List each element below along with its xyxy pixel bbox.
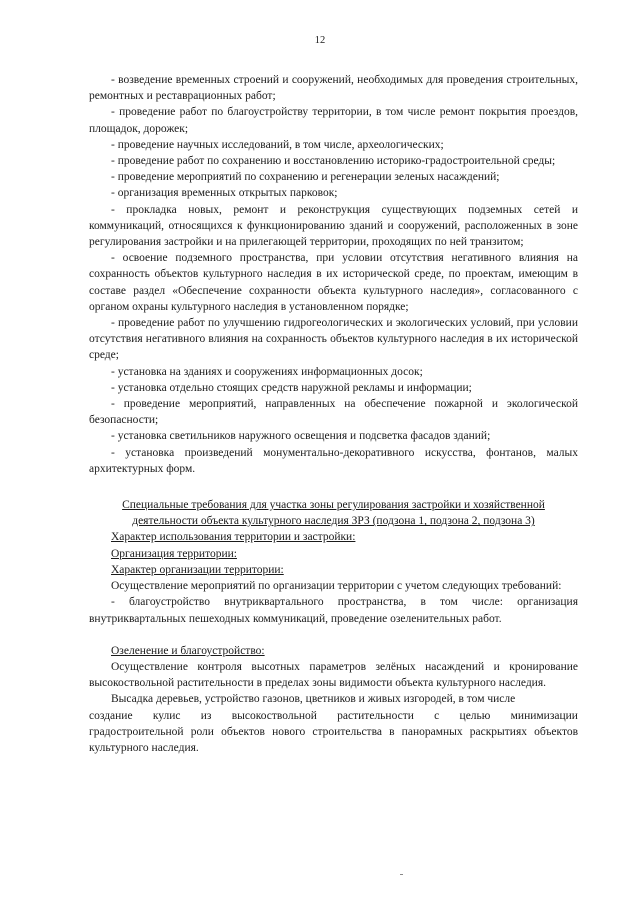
scan-speck: [400, 874, 403, 875]
word: минимизации: [510, 709, 578, 722]
list-item: - возведение временных строений и сооружений, необходимых для проведения строительных, ремонтных и реставрационных работ;: [89, 74, 578, 103]
subheading-land-use: Характер использования территории и застройки:: [111, 531, 356, 544]
list-item: - проведение научных исследований, в том числе, археологических;: [111, 138, 444, 151]
subheading-greening: Озеленение и благоустройство:: [111, 644, 265, 657]
word: создание: [89, 709, 133, 722]
paragraph: Высадка деревьев, устройство газонов, цветников и живых изгородей, в том числе: [111, 693, 516, 706]
document-body: [89, 72, 578, 756]
list-item: - проведение работ по улучшению гидрогеологических и экологических условий, при условии отсутствия негативного влияния на сохранность объектов культурного наследия в их исторической среде;: [89, 317, 578, 362]
list-item: - установка отдельно стоящих средств наружной рекламы и информации;: [111, 381, 472, 394]
word: кулис: [152, 709, 181, 722]
word: высокоствольной: [231, 709, 317, 722]
word: целью: [459, 709, 491, 722]
list-item: - установка произведений монументально-декоративного искусства, фонтанов, малых архитектурных форм.: [89, 446, 578, 475]
paragraph: - благоустройство внутриквартального пространства, в том числе: организация внутриквартальных пешеходных коммуникаций, проведение озеленительных работ.: [89, 596, 578, 625]
list-item: - проведение мероприятий по сохранению и регенерации зеленых насаждений;: [111, 171, 500, 184]
list-item: - установка светильников наружного освещения и подсветка фасадов зданий;: [111, 430, 491, 443]
subheading-organization-character: Характер организации территории:: [111, 563, 284, 576]
list-item: - прокладка новых, ремонт и реконструкция существующих подземных сетей и коммуникаций, относящихся к функционированию зданий и сооружений, расположенных в зоне регулирования застройки и на прилегающей территории, проходящих по ней транзитом;: [89, 203, 578, 249]
paragraph: Осуществление контроля высотных параметров зелёных насаждений и кронирование высокоствольной растительности в пределах зоны видимости объекта культурного наследия.: [89, 660, 578, 690]
section-heading: Специальные требования для участка зоны регулирования застройки и хозяйственной деятельности объекта культурного наследия ЗРЗ (подзона 1, подзона 2, подзона 3): [122, 499, 545, 528]
list-item: - организация временных открытых парковок;: [111, 187, 338, 200]
list-item: - проведение мероприятий, направленных на обеспечение пожарной и экологической безопасности;: [89, 398, 578, 427]
justified-line: [89, 708, 578, 724]
list-item: - проведение работ по сохранению и восстановлению историко-градостроительной среды;: [111, 155, 556, 168]
list-item: - установка на зданиях и сооружениях информационных досок;: [111, 365, 423, 378]
list-item: - проведение работ по благоустройству территории, в том числе ремонт покрытия проездов, площадок, дорожек;: [89, 106, 578, 135]
word: растительности: [337, 709, 414, 722]
paragraph: Осуществление мероприятий по организации территории с учетом следующих требований:: [111, 580, 562, 593]
paragraph: градостроительной роли объектов нового строительства в панорамных раскрытиях объектов культурного наследия.: [89, 725, 578, 754]
page-number: 12: [314, 35, 326, 46]
word: из: [200, 709, 212, 722]
word: с: [434, 709, 440, 722]
list-item: - освоение подземного пространства, при условии отсутствия негативного влияния на сохранность объектов культурного наследия в их исторической среде, по проектам, имеющим в составе раздел «Обеспечение сохранности объекта культурного наследия», согласованного с органом охраны культурного наследия в установленном порядке;: [89, 252, 578, 313]
subheading-organization: Организация территории:: [111, 547, 237, 560]
